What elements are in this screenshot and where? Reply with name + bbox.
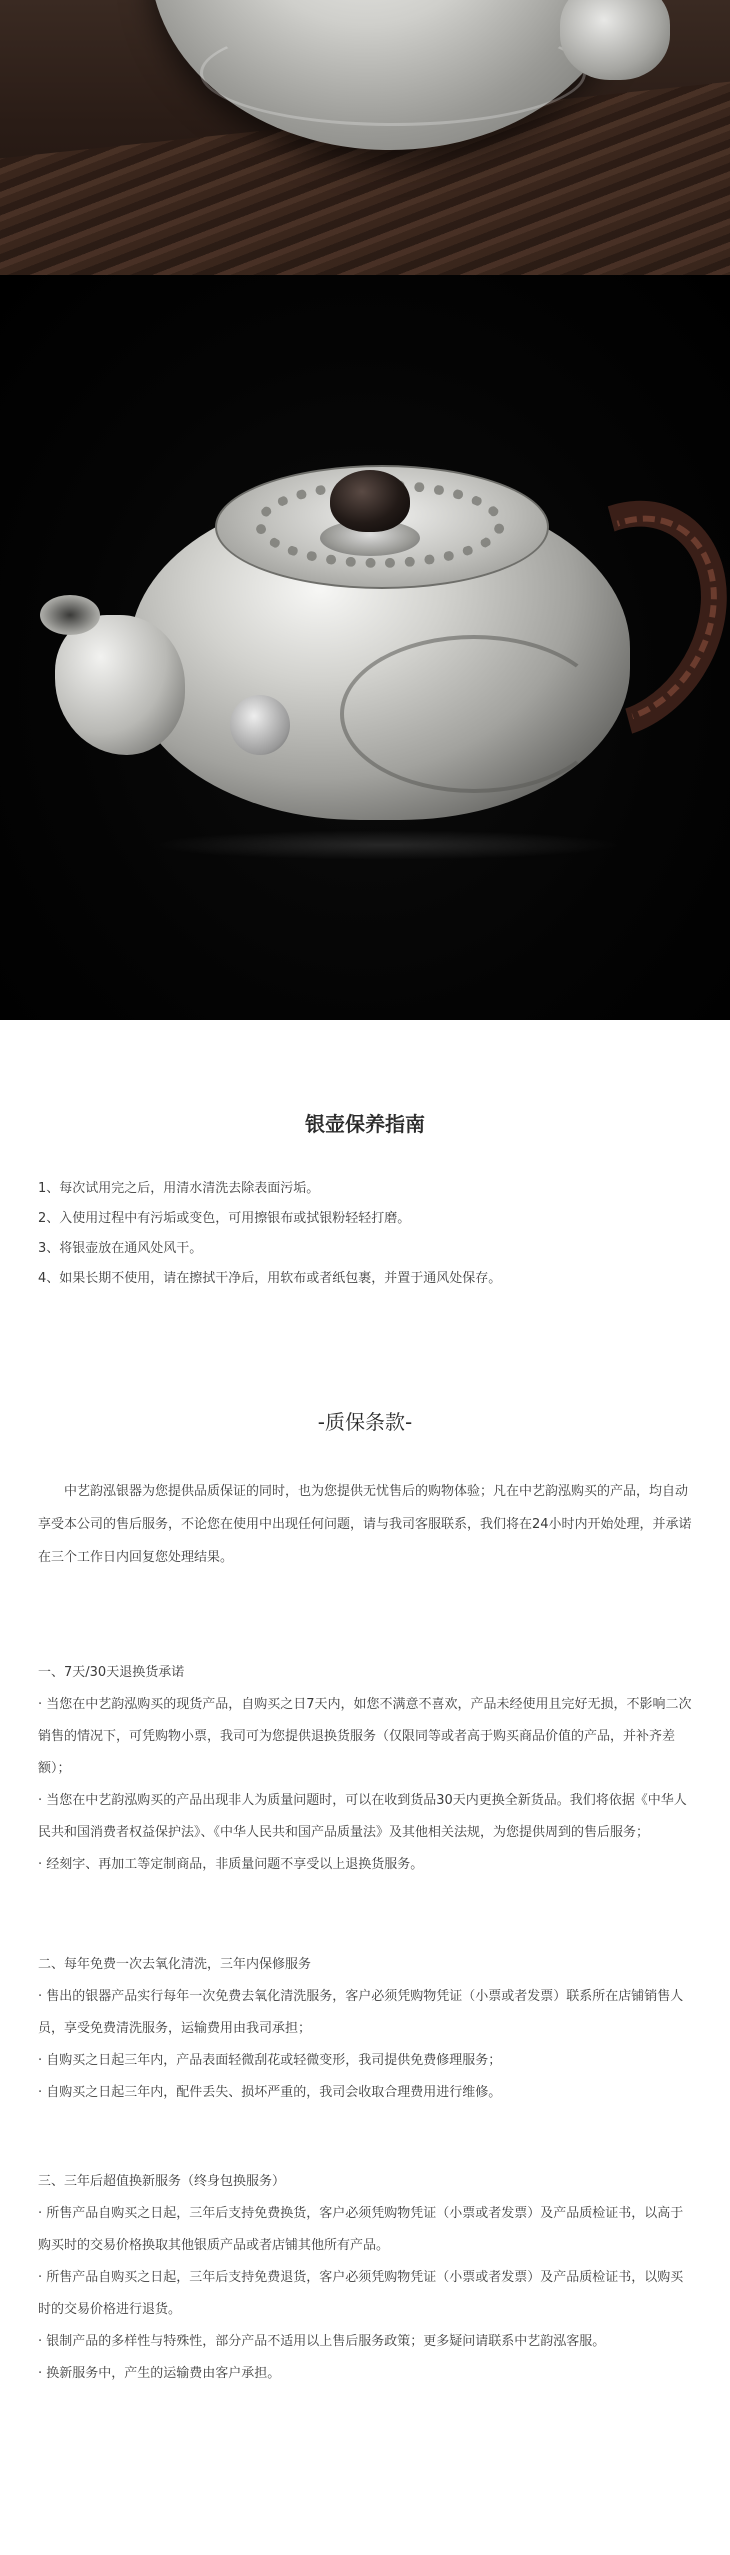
care-guide-list: [38, 1174, 692, 1294]
clause-item: · 所售产品自购买之日起，三年后支持免费换货，客户必须凭购物凭证（小票或者发票）及产品质检证书，以高于购买时的交易价格换取其他银质产品或者店铺其他所有产品。: [38, 2206, 684, 2253]
clause-item: · 售出的银器产品实行每年一次免费去氧化清洗服务，客户必须凭购物凭证（小票或者发票）联系所在店铺销售人员，享受免费清洗服务，运输费用由我司承担；: [38, 1989, 684, 2036]
warranty-clause-cleaning: [38, 1949, 692, 2109]
teapot-full-photo: [0, 275, 730, 1020]
clause-item: · 当您在中艺韵泓购买的产品出现非人为质量问题时，可以在收到货品30天内更换全新货品。我们将依据《中华人民共和国消费者权益保护法》、《中华人民共和国产品质量法》及其他相关法规，为您提供周到的售后服务；: [38, 1793, 687, 1840]
teapot-closeup-photo: [0, 0, 730, 275]
care-guide-title: 银壶保养指南: [305, 1112, 425, 1136]
clause-item: · 自购买之日起三年内，产品表面轻微刮花或轻微变形，我司提供免费修理服务；: [38, 2053, 502, 2068]
warranty-title: -质保条款-: [317, 1410, 413, 1434]
warranty-clause-return: [38, 1657, 692, 1881]
teapot-spout: [55, 615, 185, 755]
teapot-shadow: [150, 830, 620, 860]
care-item: 1、每次试用完之后，用清水清洗去除表面污垢。: [38, 1181, 320, 1196]
clause-heading: 二、每年免费一次去氧化清洗，三年内保修服务: [38, 1957, 312, 1972]
clause-item: · 经刻字、再加工等定制商品，非质量问题不享受以上退换货服务。: [38, 1857, 424, 1872]
lid-knob: [330, 470, 410, 532]
clause-item: · 银制产品的多样性与特殊性，部分产品不适用以上售后服务政策；更多疑问请联系中艺韵泓客服。: [38, 2334, 606, 2349]
warranty-clause-exchange: [38, 2166, 692, 2390]
clause-item: · 换新服务中，产生的运输费由客户承担。: [38, 2366, 281, 2381]
cloud-emboss-pattern: [200, 20, 586, 126]
care-item: 4、如果长期不使用，请在擦拭干净后，用软布或者纸包裹，并置于通风处保存。: [38, 1271, 502, 1286]
care-item: 3、将银壶放在通风处风干。: [38, 1241, 203, 1256]
clause-heading: 一、7天/30天退换货承诺: [38, 1665, 185, 1680]
warranty-intro: 中艺韵泓银器为您提供品质保证的同时，也为您提供无忧售后的购物体验；凡在中艺韵泓购买的产品，均自动享受本公司的售后服务，不论您在使用中出现任何问题，请与我司客服联系，我们将在24小时内开始处理，并承诺在三个工作日内回复您处理结果。: [38, 1484, 692, 1565]
teapot-spout-closeup: [560, 0, 670, 80]
clause-heading: 三、三年后超值换新服务（终身包换服务）: [38, 2174, 286, 2189]
clause-item: · 当您在中艺韵泓购买的现货产品，自购买之日7天内，如您不满意不喜欢，产品未经使用且完好无损，不影响二次销售的情况下，可凭购物小票，我司可为您提供退换货服务（仅限同等或者高于购买商品价值的产品，并补齐差额）；: [38, 1697, 692, 1776]
teapot-spout-tip: [40, 595, 100, 635]
clause-item: · 自购买之日起三年内，配件丢失、损坏严重的，我司会收取合理费用进行维修。: [38, 2085, 502, 2100]
clause-item: · 所售产品自购买之日起，三年后支持免费退货，客户必须凭购物凭证（小票或者发票）及产品质检证书，以购买时的交易价格进行退货。: [38, 2270, 684, 2317]
care-item: 2、入使用过程中有污垢或变色，可用擦银布或拭银粉轻轻打磨。: [38, 1211, 411, 1226]
pearl-relief: [230, 695, 290, 755]
dragon-relief: [340, 635, 608, 793]
